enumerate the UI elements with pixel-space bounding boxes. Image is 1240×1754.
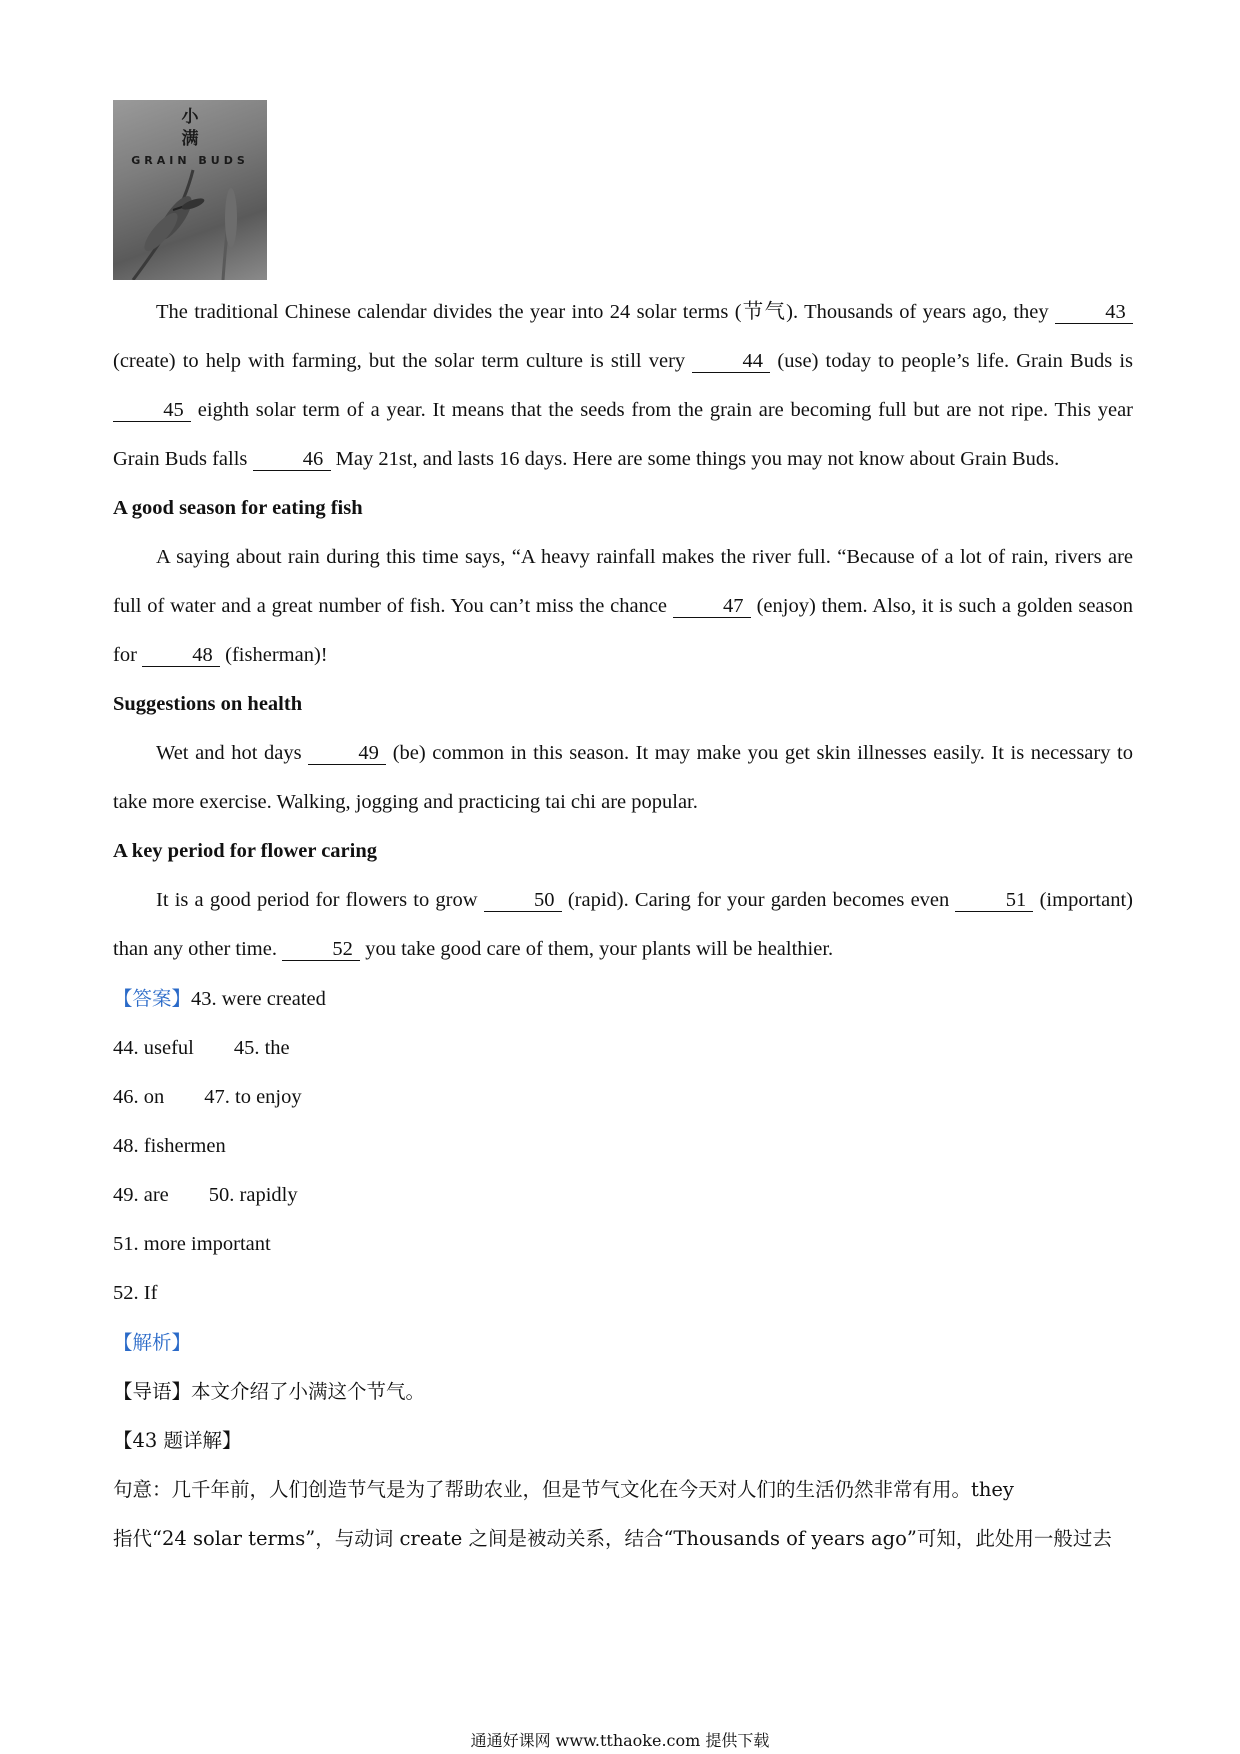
answer-line-2 — [113, 1024, 1133, 1073]
answer-46: 46. on — [113, 1086, 165, 1108]
answer-line-1 — [113, 974, 1133, 1024]
paragraph-intro: The traditional Chinese calendar divides the year into 24 solar terms (节气). Thousands of years ago, they 43 (create) to help with farming, but the solar term culture is still very 44 (use) today to people’s life. Grain Buds is 45 eighth solar term of a year. It means that the seeds from the grain are becoming full but are not ripe. This year Grain Buds falls 46 May 21st, and lasts 16 days. Here are some things you may not know about Grain Buds. — [113, 301, 1133, 470]
answer-line-3 — [113, 1073, 1133, 1122]
image-title-cn-1: 小 — [181, 107, 199, 127]
image-title-en: GRAIN BUDS — [131, 154, 249, 167]
answer-line-6 — [113, 1220, 1133, 1269]
answer-50: 50. rapidly — [208, 1184, 298, 1206]
blank-44: 44 — [692, 350, 770, 373]
answer-line-7 — [113, 1269, 1133, 1318]
analysis-q43-label: 【43 题详解】 — [113, 1429, 242, 1452]
paragraph-fish: A saying about rain during this time says, “A heavy rainfall makes the river full. “Because of a lot of rain, rivers are full of water and a great number of fish. You can’t miss the chance 47 (enjoy) them. Also, it is such a golden season for 48 (fisherman)! — [113, 546, 1133, 666]
blank-48: 48 — [142, 644, 220, 667]
page-footer: 通通好课网 www.tthaoke.com 提供下载 — [470, 1731, 770, 1750]
heading-flower: A key period for flower caring — [113, 840, 377, 862]
answer-45: 45. the — [233, 1037, 290, 1059]
grain-buds-image — [113, 100, 267, 280]
blank-51: 51 — [955, 889, 1033, 912]
analysis-label: 【解析】 — [113, 1331, 192, 1354]
answer-47: 47. to enjoy — [204, 1086, 302, 1108]
answer-line-4 — [113, 1122, 1133, 1171]
answer-label: 【答案】 — [113, 987, 192, 1010]
blank-45: 45 — [113, 399, 191, 422]
blank-47: 47 — [673, 595, 751, 618]
heading-health: Suggestions on health — [113, 693, 303, 715]
blank-50: 50 — [484, 889, 562, 912]
analysis-intro: 【导语】本文介绍了小满这个节气。 — [113, 1380, 426, 1403]
blank-49: 49 — [308, 742, 386, 765]
blank-43: 43 — [1055, 301, 1133, 324]
answer-49: 49. are — [113, 1184, 169, 1206]
answer-line-5 — [113, 1171, 1133, 1220]
answer-43: 43. were created — [191, 988, 326, 1010]
answer-44: 44. useful — [113, 1037, 194, 1059]
blank-52: 52 — [282, 938, 360, 961]
paragraph-flower: It is a good period for flowers to grow 50 (rapid). Caring for your garden becomes even 51 (important) than any other time. 52 you take good care of them, your plants will be healthier. — [113, 889, 1133, 960]
blank-46: 46 — [253, 448, 331, 471]
analysis-q43-line2: 指代“24 solar terms”，与动词 create 之间是被动关系，结合“Thousands of years ago”可知，此处用一般过去 — [113, 1527, 1112, 1550]
heading-fish: A good season for eating fish — [113, 497, 363, 519]
document-page — [113, 100, 1133, 1563]
answer-52: 52. If — [113, 1282, 158, 1304]
answer-51: 51. more important — [113, 1233, 271, 1255]
answer-48: 48. fishermen — [113, 1135, 226, 1157]
paragraph-health: Wet and hot days 49 (be) common in this season. It may make you get skin illnesses easily. It is necessary to take more exercise. Walking, jogging and practicing tai chi are popular. — [113, 742, 1133, 813]
image-title-cn-2: 满 — [181, 129, 199, 149]
analysis-q43-line1: 句意：几千年前，人们创造节气是为了帮助农业，但是节气文化在今天对人们的生活仍然非常有用。they — [113, 1478, 1014, 1501]
